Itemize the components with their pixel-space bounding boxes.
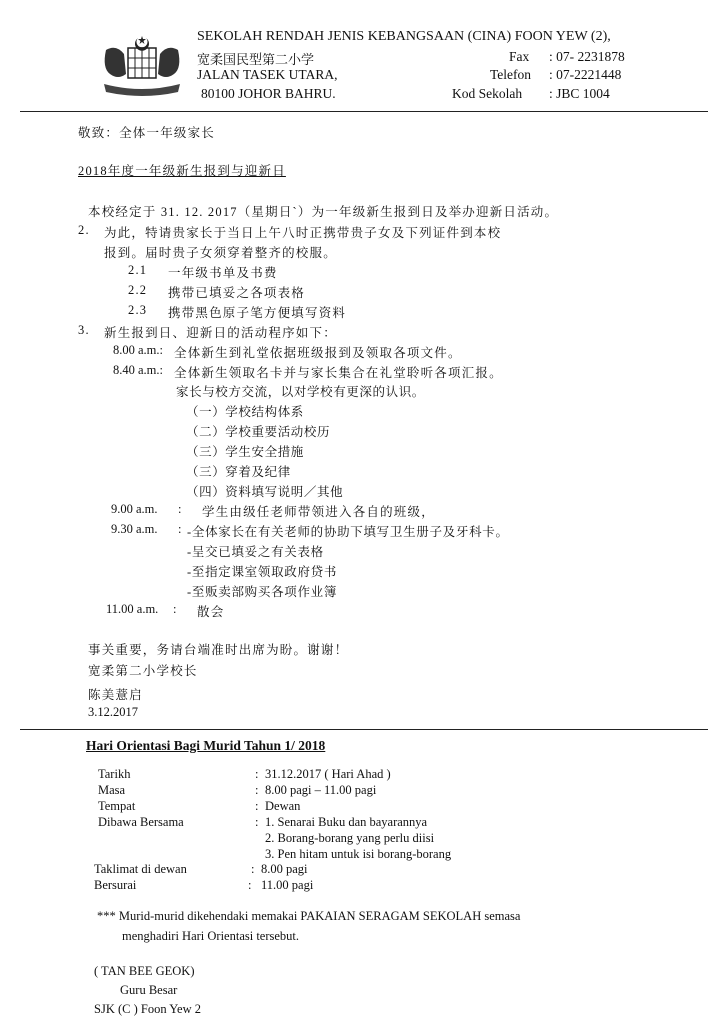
- topic-item: （二）学校重要活动校历: [186, 425, 331, 439]
- detail-label: Dibawa Bersama: [98, 815, 184, 829]
- schedule-text: 全体新生领取名卡并与家长集合在礼堂聆听各项汇报。: [174, 366, 503, 380]
- notice-title: 2018年度一年级新生报到与迎新日: [78, 164, 286, 178]
- schedule-time: 9.30 a.m.: [111, 522, 158, 536]
- schedule-colon: :: [173, 602, 177, 616]
- item-text: 携带已填妥之各项表格: [168, 286, 306, 300]
- telephone-value: : 07-2221448: [549, 67, 622, 82]
- signatory-name: 陈美薏启: [88, 688, 143, 702]
- detail-value: 31.12.2017 ( Hari Ahad ): [265, 767, 391, 781]
- uniform-note-line-1: *** Murid-murid dikehendaki memakai PAKAIAN SERAGAM SEKOLAH semasa: [97, 909, 521, 923]
- school-name-chinese: 宽柔国民型第二小学: [197, 52, 315, 67]
- salutation: 敬致：全体一年级家长: [78, 126, 216, 140]
- schedule-task: -至指定课室领取政府贷书: [187, 565, 338, 579]
- address-line-1: JALAN TASEK UTARA,: [197, 67, 338, 82]
- paragraph-2-number: 2.: [78, 223, 90, 237]
- address-line-2: 80100 JOHOR BAHRU.: [201, 86, 336, 101]
- bring-item: 3. Pen hitam untuk isi borang-borang: [265, 847, 452, 861]
- school-crest-logo: [98, 34, 186, 98]
- paragraph-3-number: 3.: [78, 323, 90, 337]
- detail-value: 1. Senarai Buku dan bayarannya: [265, 815, 428, 829]
- school-short-name: SJK (C ) Foon Yew 2: [94, 1002, 201, 1016]
- detail-label: Tempat: [98, 799, 136, 813]
- topic-item: （四）资料填写说明／其他: [186, 485, 344, 499]
- detail-label: Taklimat di dewan: [94, 862, 187, 876]
- topic-item: （一）学校结构体系: [186, 405, 304, 419]
- schedule-task: -呈交已填妥之有关表格: [187, 545, 324, 559]
- topic-item: （三）穿着及纪律: [186, 465, 291, 479]
- paragraph-3-text: 新生报到日、迎新日的活动程序如下：: [104, 326, 337, 340]
- item-number: 2.2: [128, 283, 148, 297]
- detail-colon: :: [255, 767, 259, 781]
- letterhead-divider: [20, 111, 708, 112]
- item-text: 一年级书单及书费: [168, 266, 278, 280]
- schedule-colon: :: [178, 502, 182, 516]
- school-code-value: : JBC 1004: [549, 86, 610, 101]
- paragraph-1: 本校经定于 31. 12. 2017（星期日`）为一年级新生报到日及举办迎新日活动。: [88, 205, 559, 219]
- detail-value: Dewan: [265, 799, 301, 813]
- schedule-task: -全体家长在有关老师的协助下填写卫生册子及牙科卡。: [187, 525, 509, 539]
- signatory-organization: 宽柔第二小学校长: [88, 664, 198, 678]
- signature-date: 3.12.2017: [88, 705, 138, 719]
- detail-colon: :: [248, 878, 252, 892]
- paragraph-2-line-1: 为此，特请贵家长于当日上午八时正携带贵子女及下列证件到本校: [104, 226, 502, 240]
- telephone-label: Telefon: [490, 67, 532, 82]
- topic-item: （三）学生安全措施: [186, 445, 304, 459]
- headmistress-title: Guru Besar: [120, 983, 178, 997]
- schedule-time: 9.00 a.m.: [111, 502, 158, 516]
- detail-colon: :: [255, 783, 259, 797]
- schedule-subtext: 家长与校方交流，以对学校有更深的认识。: [176, 385, 425, 399]
- paragraph-2-line-2: 报到。届时贵子女须穿着整齐的校服。: [104, 246, 337, 260]
- school-name: SEKOLAH RENDAH JENIS KEBANGSAAN (CINA) FOON YEW (2),: [197, 29, 611, 44]
- schedule-colon: :: [178, 522, 182, 536]
- schedule-time: 11.00 a.m.: [106, 602, 159, 616]
- detail-colon: :: [255, 799, 259, 813]
- bring-item: 2. Borang-borang yang perlu diisi: [265, 831, 435, 845]
- detail-label: Tarikh: [98, 767, 131, 781]
- fax-label: Fax: [509, 49, 530, 64]
- section-divider: [20, 729, 708, 730]
- headmistress-name: ( TAN BEE GEOK): [94, 964, 195, 978]
- detail-value: 8.00 pagi: [261, 862, 308, 876]
- schedule-text: 全体新生到礼堂依据班级报到及领取各项文件。: [174, 346, 462, 360]
- malay-title: Hari Orientasi Bagi Murid Tahun 1/ 2018: [86, 738, 326, 753]
- item-number: 2.1: [128, 263, 148, 277]
- detail-colon: :: [255, 815, 259, 829]
- schedule-task: -至贩卖部购买各项作业簿: [187, 585, 338, 599]
- schedule-text: 散会: [197, 605, 225, 619]
- item-number: 2.3: [128, 303, 148, 317]
- schedule-time: 8.00 a.m.:: [113, 343, 163, 357]
- uniform-note-line-2: menghadiri Hari Orientasi tersebut.: [122, 929, 300, 943]
- fax-value: : 07- 2231878: [549, 49, 625, 64]
- item-text: 携带黑色原子笔方便填写资料: [168, 306, 347, 320]
- school-code-label: Kod Sekolah: [452, 86, 523, 101]
- detail-value: 11.00 pagi: [261, 878, 314, 892]
- detail-label: Bersurai: [94, 878, 137, 892]
- schedule-time: 8.40 a.m.:: [113, 363, 163, 377]
- detail-colon: :: [251, 862, 255, 876]
- detail-label: Masa: [98, 783, 126, 797]
- closing-remark: 事关重要，务请台端准时出席为盼。谢谢！: [88, 643, 349, 657]
- detail-value: 8.00 pagi – 11.00 pagi: [265, 783, 377, 797]
- schedule-text: 学生由级任老师带领进入各自的班级，: [202, 505, 435, 519]
